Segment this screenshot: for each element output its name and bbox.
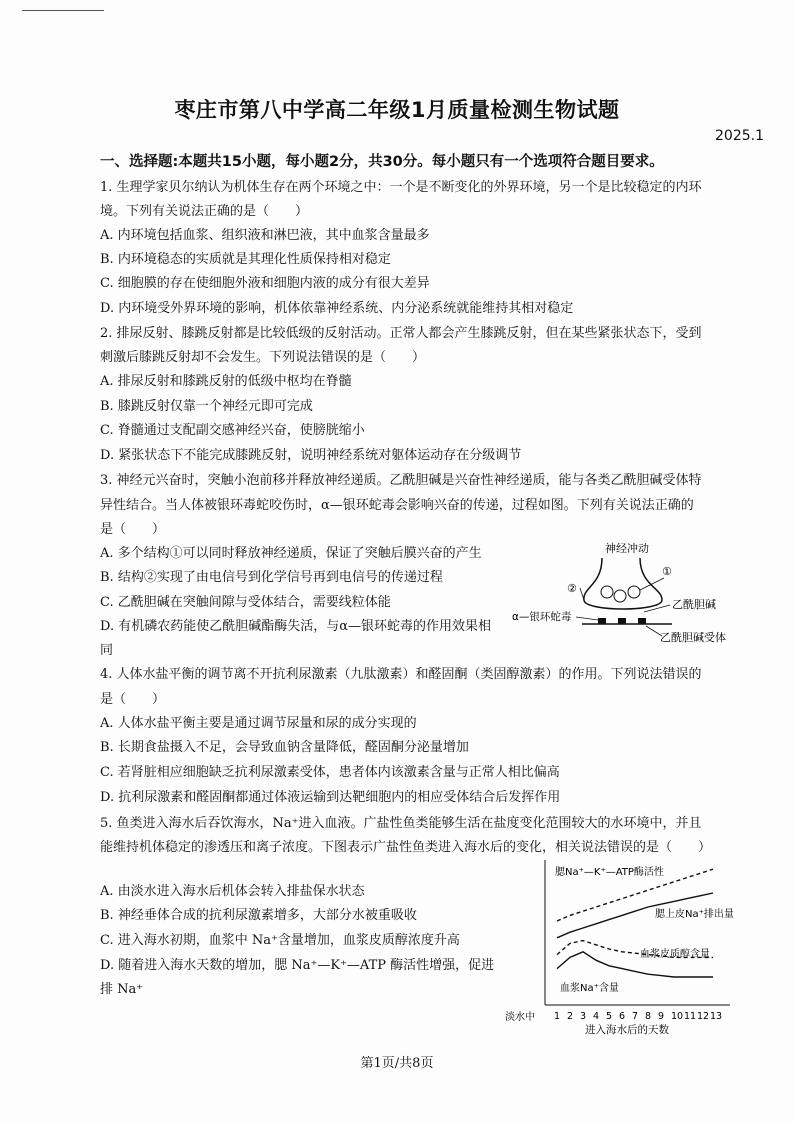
question-line: B. 神经垂体合成的抗利尿激素增多，大部分水被重吸收 xyxy=(100,908,417,923)
question-line: D. 抗利尿激素和醛固酮都通过体液运输到达靶细胞内的相应受体结合后发挥作用 xyxy=(100,790,561,805)
question-line: 是（ ） xyxy=(100,692,166,707)
structure-1-label: ① xyxy=(662,565,672,578)
vesicle xyxy=(601,586,613,598)
series-label: 腮Na⁺—K⁺—ATP酶活性 xyxy=(555,867,664,878)
question-line: 是（ ） xyxy=(100,522,166,537)
receptor xyxy=(618,618,626,624)
x-axis-label: 进入海水后的天数 xyxy=(585,1024,669,1035)
question-line: A. 人体水盐平衡主要是通过调节尿量和尿的成分实现的 xyxy=(100,716,417,731)
receptor xyxy=(638,618,646,624)
x-tick-label: 4 xyxy=(593,1011,600,1022)
x-tick-label: 11 xyxy=(684,1011,697,1022)
x-tick-label: 2 xyxy=(567,1011,574,1022)
question-line: B. 膝跳反射仅靠一个神经元即可完成 xyxy=(100,399,313,414)
question-line: 2. 排尿反射、膝跳反射都是比较低级的反射活动。正常人都会产生膝跳反射，但在某些紧张状态下，受到 xyxy=(100,326,702,341)
question-line: C. 若肾脏相应细胞缺乏抗利尿激素受体，患者体内该激素含量与正常人相比偏高 xyxy=(100,765,560,780)
top-rule xyxy=(22,10,104,11)
question-line: 异性结合。当人体被银环毒蛇咬伤时，α—银环蛇毒会影响兴奋的传递，过程如图。下列有关说法正确的 xyxy=(100,498,694,513)
question-line: B. 内环境稳态的实质就是其理化性质保持相对稳定 xyxy=(100,252,391,267)
x-tick-label: 10 xyxy=(671,1011,684,1022)
question-line: 同 xyxy=(100,643,114,658)
question-line: B. 结构②实现了由电信号到化学信号再到电信号的传递过程 xyxy=(100,570,443,585)
x-tick-label: 6 xyxy=(619,1011,626,1022)
x-tick-label: 8 xyxy=(645,1011,652,1022)
question-line: 5. 鱼类进入海水后吞饮海水，Na⁺进入血液。广盐性鱼类能够生活在盐度变化范围较大的水环境中，并且 xyxy=(100,816,702,831)
page-footer: 第1页/共8页 xyxy=(360,1056,434,1071)
question-line: 能维持机体稳定的渗透压和离子浓度。下图表示广盐性鱼类进入海水后的变化，相关说法错误的是（ ） xyxy=(100,840,712,855)
question-line: A. 由淡水进入海水后机体会转入排盐保水状态 xyxy=(100,884,365,899)
x-tick-label: 13 xyxy=(710,1011,723,1022)
x-tick-label: 7 xyxy=(632,1011,639,1022)
question-line: A. 多个结构①可以同时释放神经递质，保证了突触后膜兴奋的产生 xyxy=(100,546,482,561)
question-line: 境。下列有关说法正确的是（ ） xyxy=(100,204,309,219)
acetylcholine-label: 乙酰胆碱 xyxy=(672,598,716,611)
vesicle xyxy=(614,590,626,602)
question-line: D. 紧张状态下不能完成膝跳反射，说明神经系统对躯体运动存在分级调节 xyxy=(100,448,522,463)
exam-date: 2025.1 xyxy=(715,128,764,144)
seawater-adaptation-chart xyxy=(500,855,740,1035)
question-line: 排 Na⁺ xyxy=(100,982,144,997)
question-line: 1. 生理学家贝尔纳认为机体生存在两个环境之中：一个是不断变化的外界环境，另一个是比较稳定的内环 xyxy=(100,180,702,195)
x-tick-label: 12 xyxy=(697,1011,710,1022)
structure-2-label: ② xyxy=(567,582,577,595)
x-tick-label: 9 xyxy=(658,1011,665,1022)
nerve-impulse-label: 神经冲动 xyxy=(605,542,649,555)
question-line: 4. 人体水盐平衡的调节离不开抗利尿激素（九肽激素）和醛固酮（类固醇激素）的作用。下列说法错误的 xyxy=(100,667,702,682)
question-line: C. 脊髓通过支配副交感神经兴奋，使膀胱缩小 xyxy=(100,423,365,438)
question-line: D. 随着进入海水天数的增加，腮 Na⁺—K⁺—ATP 酶活性增强，促进 xyxy=(100,958,495,973)
question-line: A. 排尿反射和膝跳反射的低级中枢均在脊髓 xyxy=(100,374,352,389)
question-line: 3. 神经元兴奋时，突触小泡前移并释放神经递质。乙酰胆碱是兴奋性神经递质，能与各类乙酰胆碱受体特 xyxy=(100,473,702,488)
exam-title: 枣庄市第八中学高二年级1月质量检测生物试题 xyxy=(174,98,620,122)
synapse-diagram xyxy=(512,540,742,645)
question-line: B. 长期食盐摄入不足，会导致血钠含量降低，醛固酮分泌量增加 xyxy=(100,740,469,755)
question-line: C. 细胞膜的存在使细胞外液和细胞内液的成分有很大差异 xyxy=(100,276,430,291)
receptor-label: 乙酰胆碱受体 xyxy=(660,631,726,644)
section-heading: 一、选择题:本题共15小题，每小题2分，共30分。每小题只有一个选项符合题目要求。 xyxy=(100,154,664,170)
receptor xyxy=(598,618,606,624)
series-label: 血浆Na⁺含量 xyxy=(560,983,619,994)
snake-toxin-label: α—银环蛇毒 xyxy=(512,611,572,623)
series-label: 腮上皮Na⁺排出量 xyxy=(655,909,734,920)
question-line: C. 进入海水初期，血浆中 Na⁺含量增加，血浆皮质醇浓度升高 xyxy=(100,933,460,948)
x-tick-label: 1 xyxy=(554,1011,561,1022)
question-line: C. 乙酰胆碱在突触间隙与受体结合，需要线粒体能 xyxy=(100,595,391,610)
x-tick-label: 3 xyxy=(580,1011,587,1022)
question-line: 刺激后膝跳反射却不会发生。下列说法错误的是（ ） xyxy=(100,350,426,365)
x-tick-label: 5 xyxy=(606,1011,613,1022)
question-line: D. 有机磷农药能使乙酰胆碱酯酶失活，与α—银环蛇毒的作用效果相 xyxy=(100,619,492,634)
vesicle xyxy=(628,586,640,598)
question-line: A. 内环境包括血浆、组织液和淋巴液，其中血浆含量最多 xyxy=(100,228,430,243)
question-line: D. 内环境受外界环境的影响，机体依靠神经系统、内分泌系统就能维持其相对稳定 xyxy=(100,301,574,316)
x-origin-label: 淡水中 xyxy=(505,1012,535,1023)
series-label: 血浆皮质醇含量 xyxy=(640,949,710,960)
